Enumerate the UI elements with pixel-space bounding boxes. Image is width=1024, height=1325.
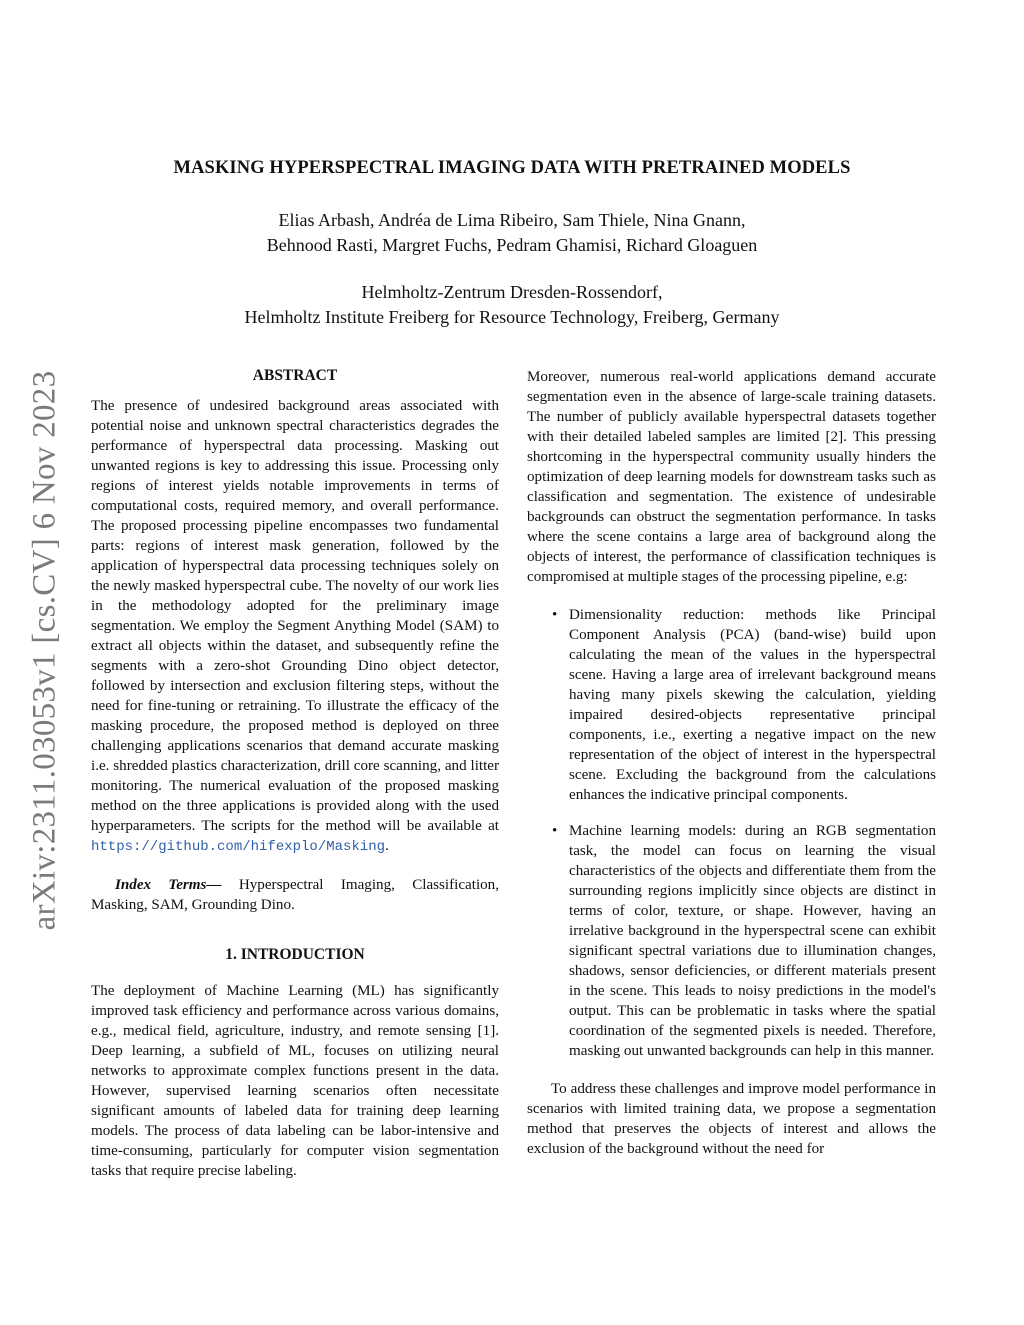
affiliation-line-2: Helmholtz Institute Freiberg for Resource Technology, Freiberg, Germany [244, 307, 780, 327]
introduction-paragraph-3: To address these challenges and improve model performance in scenarios with limited training data, we propose a segmentation method that preserves the objects of interest and allows the exclusion of the background without the need for [527, 1081, 936, 1157]
arxiv-identifier-text: arXiv:2311.03053v1 [cs.CV] 6 Nov 2023 [26, 370, 63, 930]
author-line-2: Behnood Rasti, Margret Fuchs, Pedram Ghamisi, Richard Gloaguen [266, 235, 758, 255]
author-list [80, 208, 944, 258]
repository-link[interactable]: https://github.com/hifexplo/Masking [91, 839, 386, 855]
index-terms-text: Hyperspectral Imaging, Classification, Masking, SAM, Grounding Dino. [91, 877, 499, 913]
left-column [91, 366, 499, 1181]
bullet-glyph: • [552, 823, 558, 839]
bullet-glyph: • [552, 607, 558, 623]
introduction-heading: 1. INTRODUCTION [225, 946, 365, 963]
right-column [527, 367, 936, 1159]
challenge-list [527, 605, 936, 1061]
abstract-text: The presence of undesired background areas associated with potential noise and unknown spectral characteristics degrades the performance of hyperspectral data processing. Masking out unwanted regions is key to addressing this issue. Processing only regions of interest yields notable improvements in terms of computational costs, required memory, and overall performance. The proposed processing pipeline encompasses two fundamental parts: regions of interest mask generation, followed by the application of hyperspectral data processing techniques solely on the newly masked hyperspectral cube. The novelty of our work lies in the methodology adopted for the preliminary image segmentation. We employ the Segment Anything Model (SAM) to extract all objects within the dataset, and subsequently refine the segments with a zero-shot Grounding Dino object detector, followed by intersection and exclusion filtering steps, without the need for fine-tuning or retraining. To illustrate the efficacy of the masking procedure, the proposed method is deployed on three challenging applications scenarios that demand accurate masking i.e. shredded plastics characterization, drill core scanning, and litter monitoring. The numerical evaluation of the proposed masking method on the three applications is provided along with the used hyperparameters. The scripts for the method will be available at [91, 398, 499, 834]
author-line-1: Elias Arbash, Andréa de Lima Ribeiro, Sam Thiele, Nina Gnann, [278, 210, 746, 230]
introduction-paragraph-1: The deployment of Machine Learning (ML) has significantly improved task efficiency and performance across various domains, e.g., medical field, agriculture, industry, and remote sensing [1]. Deep learning, a subfield of ML, focuses on utilizing neural networks to approximate complex functions present in the data. However, supervised learning scenarios often necessitate significant amounts of labeled data for training deep learning models. The process of data labeling can be labor-intensive and time-consuming, particularly for computer vision segmentation tasks that require precise labeling. [91, 983, 499, 1179]
affiliation-line-1: Helmholtz-Zentrum Dresden-Rossendorf, [361, 282, 663, 302]
arxiv-identifier-stamp [20, 350, 70, 950]
paper-title: MASKING HYPERSPECTRAL IMAGING DATA WITH PRETRAINED MODELS [173, 158, 851, 178]
list-item-text: Dimensionality reduction: methods like Principal Component Analysis (PCA) (band-wise) build upon calculating the mean of the values in the hyperspectral scene. Having a large area of irrelevant background means having many pixels skewing the calculation, yielding impaired desired-objects representative principal components, i.e., exerting a negative impact on the new representation of the object of interest in the hyperspectral scene. Excluding the background from the calculations enhances the indicative principal components. [569, 607, 936, 803]
introduction-paragraph-2: Moreover, numerous real-world applications demand accurate segmentation even in the absence of large-scale training datasets. The number of publicly available hyperspectral datasets together with their detailed labeled samples are limited [2]. This pressing shortcoming in the hyperspectral community usually hinders the optimization of deep learning models for downstream tasks such as classification and segmentation. The existence of undesirable backgrounds can obstruct the segmentation performance. In tasks where the scene contains a large area of background along the objects of interest, the performance of classification techniques is compromised at multiple stages of the processing pipeline, e.g: [527, 369, 936, 585]
abstract-heading: ABSTRACT [252, 367, 338, 384]
list-item [527, 821, 936, 1061]
abstract-body [91, 396, 499, 857]
abstract-link-suffix: . [385, 838, 389, 854]
list-item-text: Machine learning models: during an RGB segmentation task, the model can focus on learning the visual characteristics of the objects and differentiate them from the surrounding regions implicitly since objects are distinct in terms of color, texture, or shape. However, having an irrelative background in the hyperspectral scene can exhibit significant spectral variations due to illumination changes, shadows, sensor deficiencies, or different materials present in the scene. This leads to noisy predictions in the model's output. This can be problematic in tasks where the spatial coordination of the segmented pixels is needed. Therefore, masking out unwanted backgrounds can help in this manner. [569, 823, 936, 1059]
index-terms [91, 875, 499, 915]
affiliation [80, 280, 944, 330]
list-item [527, 605, 936, 805]
index-terms-label: Index Terms— [115, 877, 222, 893]
